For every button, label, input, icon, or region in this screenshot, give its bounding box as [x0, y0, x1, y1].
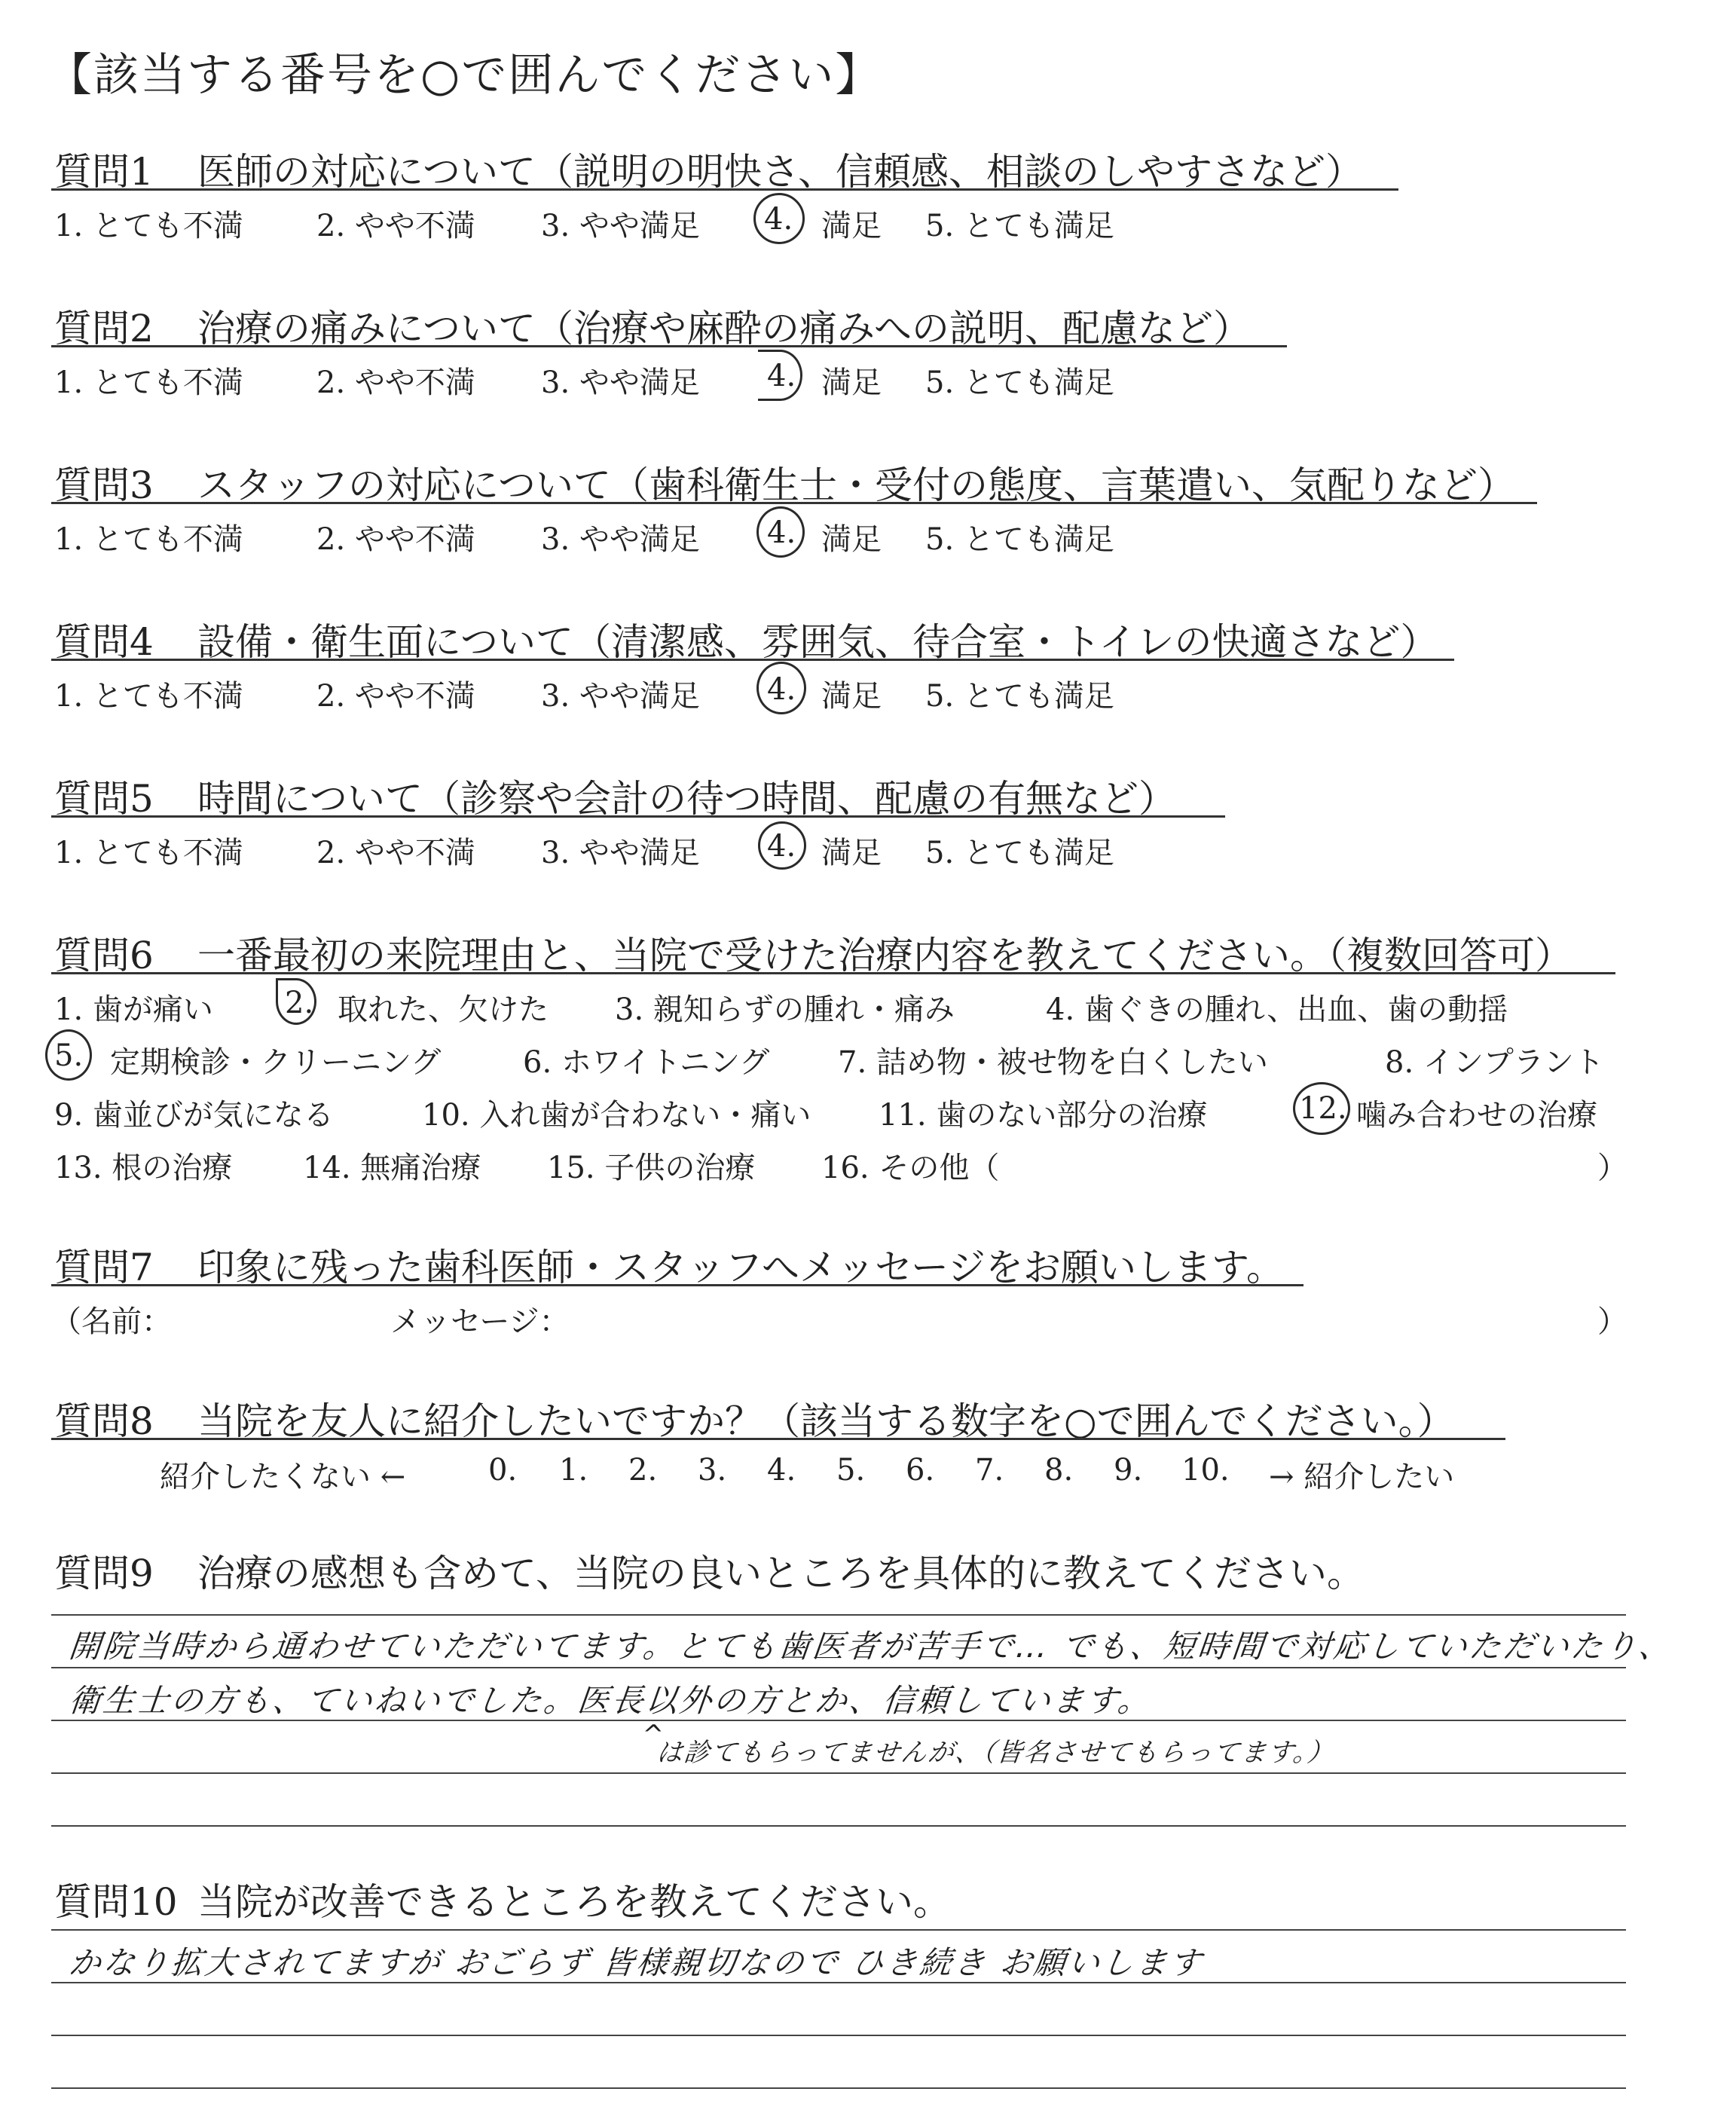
question-6-selected-circle-5	[45, 1029, 92, 1081]
answer-rule	[51, 1667, 1626, 1668]
question-3-selected-circle	[756, 506, 805, 558]
question-10-text: 当院が改善できるところを教えてください。	[197, 1880, 951, 1924]
question-3-option-1[interactable]: 1. とても不満	[54, 522, 243, 557]
question-2-underline	[51, 345, 1287, 347]
question-6-text: 一番最初の来院理由と、当院で受けた治療内容を教えてください。（複数回答可）	[197, 934, 1572, 977]
question-3-option-2[interactable]: 2. やや不満	[316, 522, 475, 557]
question-9-insert-caret: ^	[640, 1720, 667, 1750]
question-5-option-4-number[interactable]: 4.	[767, 829, 796, 864]
question-8-number[interactable]: 4.	[767, 1453, 796, 1488]
question-8-number[interactable]: 5.	[836, 1453, 866, 1488]
question-5-option-3[interactable]: 3. やや満足	[541, 836, 700, 870]
question-2-label: 質問2	[54, 307, 154, 350]
answer-rule	[51, 1614, 1626, 1616]
question-6-option-10[interactable]: 10. 入れ歯が合わない・痛い	[422, 1098, 811, 1133]
question-7-message-label: メッセージ：	[390, 1304, 570, 1339]
question-6-selected-circle-12	[1293, 1082, 1350, 1135]
answer-rule	[51, 1825, 1626, 1827]
question-9-answer-line-3: は診てもらってませんが、（皆名させてもらってます。）	[655, 1738, 1337, 1768]
question-9-text: 治療の感想も含めて、当院の良いところを具体的に教えてください。	[197, 1552, 1365, 1595]
question-3-text: スタッフの対応について（歯科衛生士・受付の態度、言葉遣い、気配りなど）	[197, 463, 1515, 507]
question-6-option-16-close: ）	[1597, 1151, 1628, 1185]
question-4-option-5[interactable]: 5. とても満足	[925, 679, 1114, 714]
question-3-underline	[51, 502, 1537, 504]
question-5-option-4-label[interactable]: 満足	[821, 836, 882, 870]
question-4-option-2[interactable]: 2. やや不満	[316, 679, 475, 714]
question-4-option-1[interactable]: 1. とても不満	[54, 679, 243, 714]
question-4-option-3[interactable]: 3. やや満足	[541, 679, 700, 714]
question-6-option-9[interactable]: 9. 歯並びが気になる	[54, 1098, 334, 1133]
question-8-text: 当院を友人に紹介したいですか？（該当する数字を○で囲んでください。）	[197, 1399, 1455, 1443]
question-4-option-4-number[interactable]: 4.	[767, 672, 796, 707]
question-5-selected-circle	[758, 821, 806, 870]
question-6-option-5-number[interactable]: 5.	[54, 1038, 84, 1073]
question-7-close: ）	[1597, 1304, 1628, 1339]
question-10-answer-line-1: かなり拡大されてますが おごらず 皆様親切なので ひき続き お願いします	[67, 1944, 1206, 1981]
question-1-option-3[interactable]: 3. やや満足	[541, 209, 700, 243]
question-5-option-1[interactable]: 1. とても不満	[54, 836, 243, 870]
question-3-option-3[interactable]: 3. やや満足	[541, 522, 700, 557]
question-8-label: 質問8	[54, 1399, 154, 1443]
question-7-text: 印象に残った歯科医師・スタッフへメッセージをお願いします。	[197, 1246, 1284, 1289]
question-8-number[interactable]: 6.	[906, 1453, 935, 1488]
question-6-option-12-number[interactable]: 12.	[1299, 1091, 1347, 1126]
question-1-option-4-number[interactable]: 4.	[764, 202, 793, 237]
question-8-underline	[51, 1438, 1505, 1440]
question-2-option-4-label[interactable]: 満足	[821, 365, 882, 400]
question-2-option-4-number[interactable]: 4.	[767, 359, 796, 393]
question-6-option-13[interactable]: 13. 根の治療	[54, 1151, 233, 1185]
question-8-right-label: → 紹介したい	[1269, 1460, 1455, 1494]
question-6-option-8[interactable]: 8. インプラント	[1385, 1045, 1604, 1080]
question-6-option-12[interactable]: 噛み合わせの治療	[1356, 1098, 1597, 1133]
question-6-option-2[interactable]: 取れた、欠けた	[338, 992, 549, 1027]
question-3-label: 質問3	[54, 463, 154, 507]
question-6-option-14[interactable]: 14. 無痛治療	[303, 1151, 481, 1185]
question-5-text: 時間について（診察や会計の待つ時間、配慮の有無など）	[197, 777, 1176, 821]
question-6-option-7[interactable]: 7. 詰め物・被せ物を白くしたい	[838, 1045, 1268, 1080]
question-5-option-5[interactable]: 5. とても満足	[925, 836, 1114, 870]
question-8-number[interactable]: 7.	[975, 1453, 1004, 1488]
question-6-option-3[interactable]: 3. 親知らずの腫れ・痛み	[615, 992, 955, 1027]
question-1-text: 医師の対応について（説明の明快さ、信頼感、相談のしやすさなど）	[197, 150, 1363, 194]
question-1-label: 質問1	[54, 150, 154, 194]
question-3-option-4-number[interactable]: 4.	[767, 515, 796, 550]
question-4-label: 質問4	[54, 620, 154, 664]
page-title: 【該当する番号を○で囲んでください】	[47, 49, 882, 102]
question-4-option-4-label[interactable]: 満足	[821, 679, 882, 714]
question-1-underline	[51, 188, 1398, 191]
question-10-label: 質問10	[54, 1880, 178, 1924]
answer-rule	[51, 2035, 1626, 2036]
question-1-option-1[interactable]: 1. とても不満	[54, 209, 243, 243]
question-6-option-16[interactable]: 16. その他（	[821, 1151, 1000, 1185]
question-8-number[interactable]: 0.	[488, 1453, 518, 1488]
question-5-option-2[interactable]: 2. やや不満	[316, 836, 475, 870]
question-6-option-6[interactable]: 6. ホワイトニング	[523, 1045, 770, 1080]
question-4-text: 設備・衛生面について（清潔感、雰囲気、待合室・トイレの快適さなど）	[197, 620, 1438, 664]
question-9-label: 質問9	[54, 1552, 154, 1595]
question-4-selected-circle	[756, 662, 806, 714]
question-6-option-5[interactable]: 定期検診・クリーニング	[110, 1045, 442, 1080]
question-8-number[interactable]: 10.	[1181, 1453, 1230, 1488]
question-6-option-2-number[interactable]: 2.	[285, 986, 314, 1020]
question-1-selected-circle	[753, 193, 805, 244]
question-8-left-label: 紹介したくない ←	[160, 1460, 406, 1494]
question-6-label: 質問6	[54, 934, 154, 977]
question-1-option-5[interactable]: 5. とても満足	[925, 209, 1114, 243]
question-7-label: 質問7	[54, 1246, 154, 1289]
question-6-underline	[51, 972, 1615, 974]
question-4-underline	[51, 659, 1454, 661]
question-5-label: 質問5	[54, 777, 154, 821]
question-2-option-3[interactable]: 3. やや満足	[541, 365, 700, 400]
question-2-option-2[interactable]: 2. やや不満	[316, 365, 475, 400]
question-7-underline	[51, 1284, 1304, 1286]
question-1-option-2[interactable]: 2. やや不満	[316, 209, 475, 243]
question-6-option-15[interactable]: 15. 子供の治療	[547, 1151, 756, 1185]
question-6-selected-circle-2	[276, 978, 316, 1025]
question-2-option-5[interactable]: 5. とても満足	[925, 365, 1114, 400]
question-9-answer-line-1: 開院当時から通わせていただいてます。とても歯医者が苦手で… でも、短時間で対応していただいたり、	[67, 1628, 1675, 1665]
question-2-text: 治療の痛みについて（治療や麻酔の痛みへの説明、配慮など）	[197, 307, 1251, 350]
question-3-option-4-label[interactable]: 満足	[821, 522, 882, 557]
question-8-number[interactable]: 3.	[698, 1453, 727, 1488]
question-6-option-11[interactable]: 11. 歯のない部分の治療	[879, 1098, 1208, 1133]
question-2-selected-circle	[758, 350, 802, 401]
question-8-number[interactable]: 1.	[559, 1453, 588, 1488]
answer-rule	[51, 1772, 1626, 1774]
question-5-underline	[51, 815, 1225, 818]
question-6-option-1[interactable]: 1. 歯が痛い	[54, 992, 213, 1027]
question-6-option-4[interactable]: 4. 歯ぐきの腫れ、出血、歯の動揺	[1046, 992, 1508, 1027]
question-3-option-5[interactable]: 5. とても満足	[925, 522, 1114, 557]
question-8-number[interactable]: 8.	[1044, 1453, 1074, 1488]
question-9-answer-line-2: 衛生士の方も、ていねいでした。医長以外の方とか、信頼しています。	[67, 1682, 1154, 1719]
question-8-number[interactable]: 9.	[1114, 1453, 1143, 1488]
question-1-option-4-label[interactable]: 満足	[821, 209, 882, 243]
question-7-name-label: （名前：	[51, 1304, 172, 1339]
answer-rule	[51, 1929, 1626, 1931]
question-8-number[interactable]: 2.	[628, 1453, 658, 1488]
answer-rule	[51, 2087, 1626, 2089]
question-2-option-1[interactable]: 1. とても不満	[54, 365, 243, 400]
